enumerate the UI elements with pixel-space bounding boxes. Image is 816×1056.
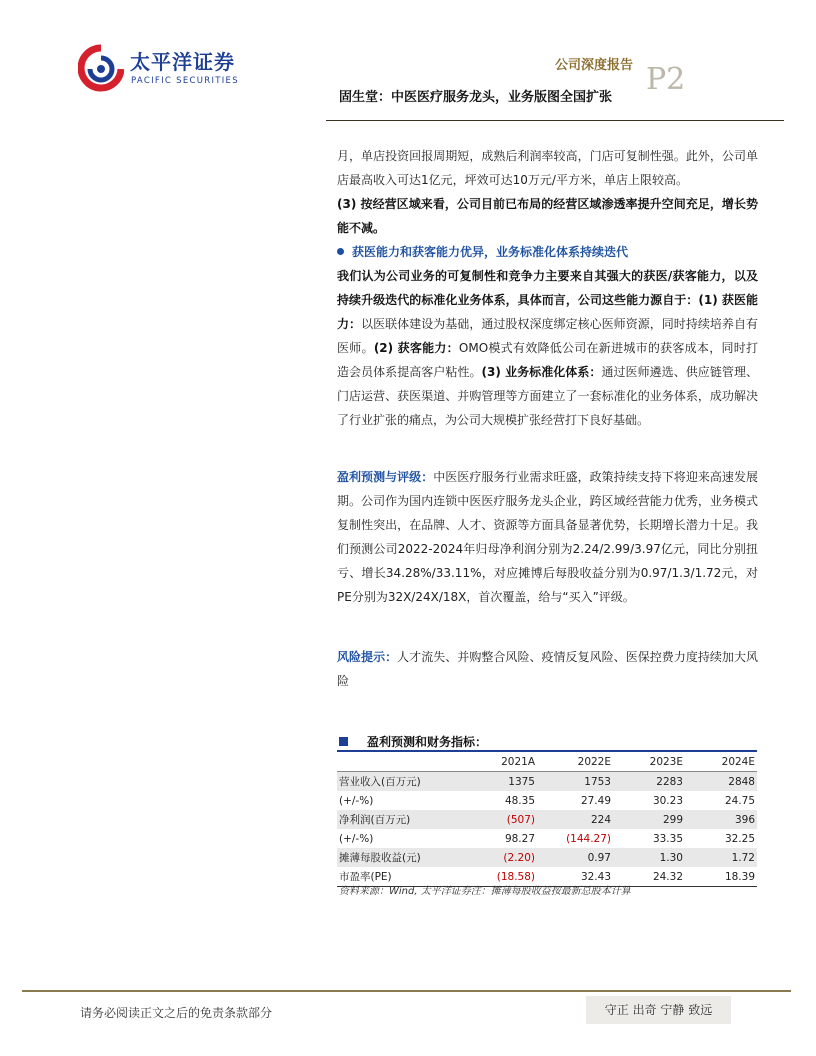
table-header-row bbox=[337, 752, 757, 772]
table-title: 盈利预测和财务指标： bbox=[367, 735, 488, 749]
capability-text-1: 以医联体建设为基础，通过股权深度绑定核心医师资源，同时持续培养自有医师。 bbox=[337, 317, 758, 355]
table-heading bbox=[337, 732, 757, 752]
capability-label-3: (3) 业务标准化体系： bbox=[481, 365, 602, 379]
report-title: 固生堂：中医医疗服务龙头，业务版图全国扩张 bbox=[339, 90, 613, 105]
logo-mark-icon bbox=[78, 44, 124, 94]
paragraph-regional-expansion: (3) 按经营区域来看，公司目前已布局的经营区域渗透率提升空间充足，增长势能不减。 bbox=[337, 197, 758, 235]
table-row bbox=[337, 848, 757, 867]
table-row-label: 市盈率(PE) bbox=[337, 867, 449, 887]
table-cell: 24.32 bbox=[613, 867, 685, 887]
page-number: P2 bbox=[646, 62, 686, 97]
footer-disclaimer: 请务必阅读正文之后的免责条款部分 bbox=[80, 1006, 273, 1020]
header-divider bbox=[326, 120, 784, 121]
financial-table bbox=[337, 752, 757, 887]
paragraph-store-model: 月，单店投资回报周期短，成熟后利润率较高，门店可复制性强。此外，公司单店最高收入可达1亿元，坪效可达10万元/平方米，单店上限较高。 bbox=[337, 149, 758, 187]
table-row-label: (+/-%) bbox=[339, 832, 374, 845]
table-cell: 48.35 bbox=[504, 794, 535, 807]
paragraph-risk bbox=[337, 645, 758, 693]
risk-text: 人才流失、并购整合风险、疫情反复风险、医保控费力度持续加大风险 bbox=[337, 650, 758, 688]
paragraph-forecast-rating bbox=[337, 465, 758, 609]
table-col-header: 2024E bbox=[685, 752, 757, 772]
table-cell: 18.39 bbox=[685, 867, 757, 887]
table-row bbox=[337, 829, 757, 848]
table-cell: 27.49 bbox=[580, 794, 611, 807]
capability-text-3: 通过医师遴选、供应链管理、门店运营、获医渠道、并购管理等方面建立了一套标准化的业务体系，成功解决了行业扩张的痛点，为公司大规模扩张经营打下良好基础。 bbox=[337, 365, 758, 427]
table-cell: 0.97 bbox=[537, 848, 613, 867]
table-cell: 1753 bbox=[537, 772, 613, 792]
paragraph-capabilities bbox=[337, 264, 758, 432]
table-cell: 1.30 bbox=[613, 848, 685, 867]
capability-label-2: (2) 获客能力： bbox=[373, 341, 459, 355]
table-square-icon bbox=[339, 737, 348, 746]
table-row-label: 营业收入(百万元) bbox=[337, 772, 449, 792]
forecast-text: 中医医疗服务行业需求旺盛，政策持续支持下将迎来高速发展期。公司作为国内连锁中医医疗服务龙头企业，跨区域经营能力优秀，业务模式复制性突出，在品牌、人才、资源等方面具备显著优势，长期增长潜力十足。我们预测公司2022-2024年归母净利润分别为2.24/2.99/3.97亿元，同比分别扭亏、增长34.28%/33.11%，对应摊博后每股收益分别为0.97/1.3/1.72元，对PE分别为32X/24X/18X，首次覆盖，给与“买入”评级。 bbox=[337, 470, 758, 604]
table-cell: 33.35 bbox=[652, 832, 683, 845]
table-cell: 32.43 bbox=[537, 867, 613, 887]
table-row bbox=[337, 772, 757, 792]
table-cell: (507) bbox=[449, 810, 537, 829]
table-cell: 396 bbox=[685, 810, 757, 829]
footer-motto: 守正 出奇 宁静 致远 bbox=[586, 996, 731, 1024]
table-cell: 24.75 bbox=[724, 794, 755, 807]
table-row-label: (+/-%) bbox=[339, 794, 374, 807]
table-cell: 32.25 bbox=[724, 832, 755, 845]
table-cell: 2848 bbox=[685, 772, 757, 792]
table-col-header bbox=[337, 752, 449, 772]
table-col-header: 2022E bbox=[537, 752, 613, 772]
table-cell: (2.20) bbox=[449, 848, 537, 867]
table-cell: 98.27 bbox=[504, 832, 535, 845]
table-row-label: 净利润(百万元) bbox=[337, 810, 449, 829]
forecast-label: 盈利预测与评级： bbox=[337, 470, 434, 484]
table-source-note: 资料来源：Wind, 太平洋证券注：摊薄每股收益按最新总股本计算 bbox=[339, 886, 631, 897]
bullet-dot-icon bbox=[337, 248, 344, 255]
table-row bbox=[337, 791, 757, 810]
company-logo bbox=[78, 44, 288, 100]
table-cell: (144.27) bbox=[566, 832, 611, 845]
bullet-heading-text: 获医能力和获客能力优异，业务标准化体系持续迭代 bbox=[352, 245, 629, 259]
section-bullet-heading bbox=[337, 240, 758, 264]
report-type: 公司深度报告 bbox=[555, 58, 634, 73]
logo-name-en: PACIFIC SECURITIES bbox=[131, 76, 239, 86]
table-row bbox=[337, 810, 757, 829]
table-cell: 299 bbox=[613, 810, 685, 829]
table-cell: 1375 bbox=[449, 772, 537, 792]
table-cell: 224 bbox=[537, 810, 613, 829]
table-cell: 30.23 bbox=[652, 794, 683, 807]
table-row-label: 摊薄每股收益(元) bbox=[337, 848, 449, 867]
risk-label: 风险提示： bbox=[337, 650, 398, 664]
table-col-header: 2021A bbox=[449, 752, 537, 772]
table-cell: 2283 bbox=[613, 772, 685, 792]
logo-name-cn: 太平洋证券 bbox=[130, 50, 235, 74]
table-cell: 1.72 bbox=[685, 848, 757, 867]
table-col-header: 2023E bbox=[613, 752, 685, 772]
capability-label-1: (1) 获医能力： bbox=[337, 293, 758, 331]
capability-text-2: OMO模式有效降低公司在新进城市的获客成本，同时打造会员体系提高客户粘性。 bbox=[337, 341, 758, 379]
capabilities-intro: 我们认为公司业务的可复制性和竞争力主要来自其强大的获医/获客能力，以及持续升级迭代的标准化业务体系，具体而言，公司这些能力源自于： bbox=[337, 269, 758, 307]
table-cell: (18.58) bbox=[449, 867, 537, 887]
footer-divider bbox=[22, 990, 791, 992]
